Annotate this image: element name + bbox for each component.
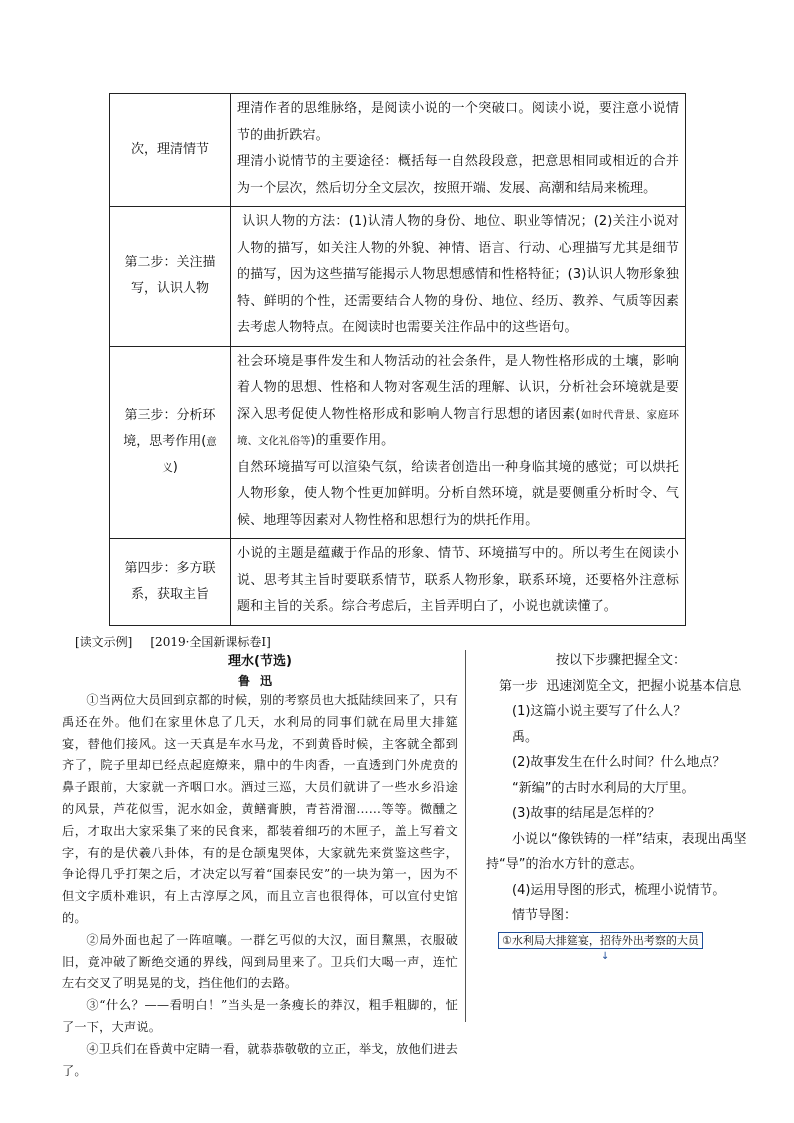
content-paragraph: 理清小说情节的主要途径：概括每一自然段段意，把意思相同或相近的合并为一个层次，然后切分全文层次，按照开端、发展、高潮和结局来梳理。 — [237, 154, 679, 196]
article-title: 理水(节选) — [228, 654, 292, 669]
step-cell — [110, 346, 231, 539]
table-row — [110, 207, 686, 347]
article-excerpt — [62, 652, 458, 1082]
step-description: 迅速浏览全文，把握小说基本信息 — [546, 678, 742, 694]
table-row — [110, 346, 686, 539]
article-author: 鲁迅 — [237, 674, 282, 688]
step-label: 次，理清情节 — [130, 142, 209, 157]
step-cell — [110, 94, 231, 207]
answer: “新编”的古时水利局的大厅里。 — [512, 780, 695, 796]
answer: 禹。 — [512, 729, 539, 745]
content-cell — [231, 539, 686, 626]
question: (3)故事的结尾是怎样的？ — [512, 806, 661, 821]
answer: 小说以“像铁铸的一样”结束，表现出禹坚持“导”的治水方针的意志。 — [486, 831, 747, 872]
analysis-column — [486, 648, 748, 963]
question: (1)这篇小说主要写了什么人？ — [512, 704, 687, 719]
step-cell — [110, 207, 231, 347]
article-paragraph: ③“什么？——看明白！”当头是一条瘦长的莽汉，粗手粗脚的，怔了一下，大声说。 — [62, 998, 458, 1034]
article-paragraph: ①当两位大员回到京都的时候，别的考察员也大抵陆续回来了，只有禹还在外。他们在家里休息了几天，水利局的同事们就在局里大排筵宴，替他们接风。这一天真是车水马龙，不到黄昏时候，主客就全都到齐了，院子里却已经点起庭燎来，鼎中的牛肉香，一直透到门外虎贲的鼻子跟前，大家就一齐咽口水。酒过三巡，大员们就讲了一些水乡沿途的风景，芦花似雪，泥水如金，黄鳝膏腴，青苔滑溜……等等。微醺之后，才取出大家采集了来的民食来，都装着细巧的木匣子，盖上写着文字，有的是伏羲八卦体，有的是仓颉鬼哭体，大家就先来赏鉴这些字，争论得几乎打架之后，才决定以写着“国泰民安”的一块为第一，因为不但文字质朴难识，有上古淳厚之风，而且立言也很得体，可以宣付史馆的。 — [62, 693, 459, 925]
step-label: 第三步：分析环境，思考作用( — [123, 408, 216, 450]
reading-method-table — [109, 93, 686, 626]
analysis-step-heading — [486, 674, 748, 700]
content-cell — [231, 346, 686, 539]
analysis-intro: 按以下步骤把握全文： — [555, 653, 686, 668]
reading-example-label: [读文示例] — [75, 635, 133, 649]
content-note: 如时代背景、家庭环境、文化礼俗等 — [237, 408, 679, 447]
plot-map-label: 情节导图： — [512, 908, 578, 923]
content-text: 社会环境是事件发生和人物活动的社会条件，是人物性格形成的土壤，影响着人物的思想、性格和人物对客观生活的理解、认识，分析社会环境就是要深入思考促使人物性格形成和影响人物言行思想的诸因素( — [237, 353, 679, 422]
article-paragraph: ②局外面也起了一阵喧嚷。一群乞丐似的大汉，面目黧黑，衣服破旧，竟冲破了断绝交通的界线，闯到局里来了。卫兵们大喝一声，连忙左右交叉了明晃晃的戈，挡住他们的去路。 — [62, 932, 458, 991]
step-label-close: ) — [172, 460, 178, 476]
table-row — [110, 539, 686, 626]
table-row — [110, 94, 686, 207]
step-number: 第一步 — [499, 678, 539, 694]
content-cell — [231, 94, 686, 207]
plot-map-node: ①水利局大排筵宴，招待外出考察的大员 — [498, 932, 703, 949]
step-label: 第二步：关注描写，认识人物 — [124, 255, 216, 297]
content-paragraph: 理清作者的思维脉络，是阅读小说的一个突破口。阅读小说，要注意小说情节的曲折跌宕。 — [237, 101, 679, 143]
step-cell — [110, 539, 231, 626]
content-paragraph — [237, 349, 679, 455]
content-text: )的重要作用。 — [310, 433, 395, 448]
content-cell — [231, 207, 686, 347]
content-paragraph: 自然环境描写可以渲染气氛，给读者创造出一种身临其境的感觉；可以烘托人物形象，使人物个性更加鲜明。分析自然环境，就是要侧重分析时令、气候、地理等因素对人物性格和思想行为的烘托作用。 — [237, 459, 679, 528]
reading-example-header — [75, 633, 465, 650]
article-paragraph: ④卫兵们在昏黄中定睛一看，就恭恭敬敬的立正，举戈，放他们进去了。 — [62, 1041, 459, 1078]
step-label: 第四步：多方联系，获取主旨 — [124, 560, 216, 602]
down-arrow-icon: ↓ — [601, 950, 610, 962]
content-paragraph: 小说的主题是蕴藏于作品的形象、情节、环境描写中的。所以考生在阅读小说、思考其主旨时要联系情节，联系人物形象，联系环境，还要格外注意标题和主旨的关系。综合考虑后，主旨弄明白了，小说也就读懂了。 — [237, 546, 679, 614]
step-label-note: 意义 — [162, 436, 217, 475]
question: (2)故事发生在什么时间？什么地点？ — [512, 755, 726, 770]
question: (4)运用导图的形式，梳理小说情节。 — [512, 882, 726, 898]
content-paragraph: 认识人物的方法：(1)认清人物的身份、地位、职业等情况；(2)关注小说对人物的描写，如关注人物的外貌、神情、语言、行动、心理描写尤其是细节的描写，因为这些描写能揭示人物思想感情和性格特征；(3)认识人物形象独特、鲜明的个性，还需要结合人物的身份、地位、经历、教养、气质等因素去考虑人物特点。在阅读时也需要关注作品中的这些语句。 — [237, 214, 679, 335]
column-divider — [465, 650, 466, 1022]
reading-example-source: [2019·全国新课标卷Ⅰ] — [150, 635, 271, 649]
